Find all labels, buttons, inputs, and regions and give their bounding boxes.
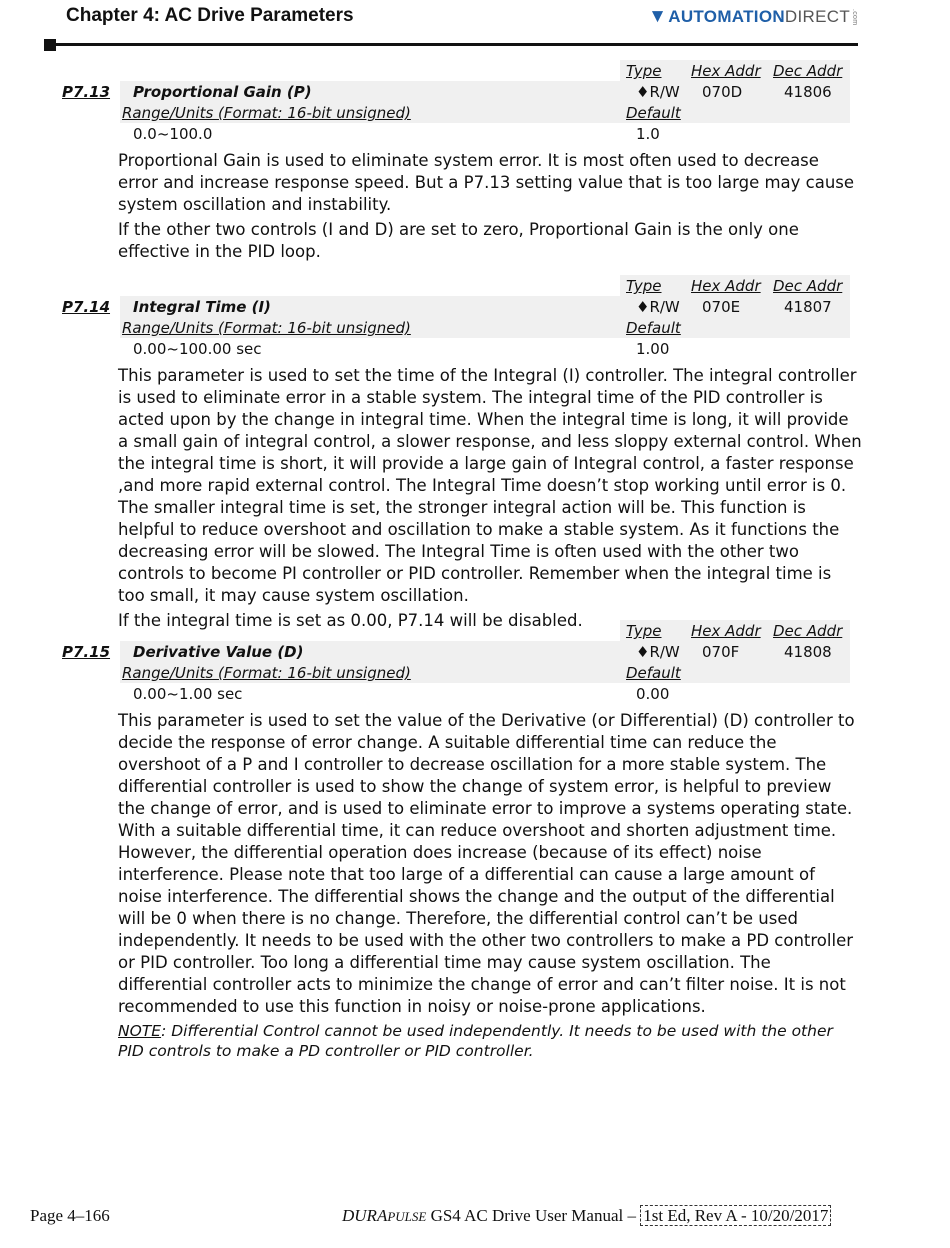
param-hex-addr: 070F: [702, 643, 740, 661]
param-default: 1.00: [636, 340, 670, 358]
logo-text-automation: AUTOMATION: [668, 7, 785, 26]
edition-box: 1st Ed, Rev A - 10/20/2017: [640, 1205, 831, 1226]
param-range: 0.0~100.0: [133, 125, 213, 143]
col-hex-label: Hex Addr: [691, 62, 761, 80]
page-number: Page 4–166: [30, 1206, 110, 1225]
param-table-p7-14: [62, 275, 852, 359]
param-type: ♦R/W: [636, 298, 680, 316]
paragraph: If the integral time is set as 0.00, P7.14 will be disabled.: [118, 611, 583, 630]
description-p7-15: [118, 710, 863, 1064]
param-dec-addr: 41808: [784, 643, 832, 661]
note: [118, 1021, 863, 1061]
paragraph: This parameter is used to set the time of the Integral (I) controller. The integral controller is used to eliminate error in a stable system. The integral time of the PID controller is acted upon by the change in integral time. When the integral time is long, it will provide a small gain of integral control, a slower response, and less sloppy external control. When the integral time is short, it will provide a large gain of Integral control, a faster response ,and more rapid external control. The Integral Time doesn’t stop working until error is 0. The smaller integral time is set, the stronger integral action will be. This function is helpful to reduce overshoot and oscillation to make a stable system. As it functions the decreasing error will be slowed. The Integral Time is often used with the other two controls to become PI controller or PID controller. Remember when the integral time is too small, it may cause system oscillation.: [118, 366, 862, 605]
manual-title: GS4 AC Drive User Manual –: [426, 1206, 641, 1225]
param-type: ♦R/W: [636, 83, 680, 101]
param-range: 0.00~1.00 sec: [133, 685, 243, 703]
param-type: ♦R/W: [636, 643, 680, 661]
col-type-label: Type: [626, 62, 662, 80]
description-p7-13: [118, 150, 863, 266]
param-dec-addr: 41807: [784, 298, 832, 316]
param-default: 0.00: [636, 685, 670, 703]
param-name: Derivative Value (D): [133, 643, 304, 661]
param-id: P7.14: [62, 298, 111, 316]
param-name: Integral Time (I): [133, 298, 271, 316]
range-units-label: Range/Units (Format: 16-bit unsigned): [122, 319, 411, 337]
col-type-label: Type: [626, 622, 662, 640]
col-hex-label: Hex Addr: [691, 622, 761, 640]
col-dec-label: Dec Addr: [773, 622, 843, 640]
param-range: 0.00~100.00 sec: [133, 340, 262, 358]
col-hex-label: Hex Addr: [691, 277, 761, 295]
range-units-label: Range/Units (Format: 16-bit unsigned): [122, 664, 411, 682]
manual-pulse: PULSE: [387, 1209, 427, 1224]
param-hex-addr: 070E: [702, 298, 741, 316]
col-dec-label: Dec Addr: [773, 277, 843, 295]
param-name: Proportional Gain (P): [133, 83, 312, 101]
param-id: P7.15: [62, 643, 111, 661]
chapter-title: Chapter 4: AC Drive Parameters: [66, 5, 354, 26]
logo-text-com: .com: [851, 8, 858, 26]
param-table-p7-15: [62, 620, 852, 704]
range-units-label: Range/Units (Format: 16-bit unsigned): [122, 104, 411, 122]
description-p7-14: [118, 365, 863, 635]
note-label: NOTE: [118, 1022, 162, 1040]
default-label: Default: [626, 104, 681, 122]
param-hex-addr: 070D: [702, 83, 743, 101]
paragraph: This parameter is used to set the value of the Derivative (or Differential) (D) controller to decide the response of error change. A suitable differential time can reduce the overshoot of a P and I controller to decrease oscillation for a more stable system. The differential controller is used to show the change of system error, is helpful to preview the change of error, and is used to eliminate error to improve a systems operating state. With a suitable differential time, it can reduce overshoot and shorten adjustment time. However, the differential operation does increase (because of its effect) noise interference. Please note that too large of a differential can cause a large amount of noise interference. The differential shows the change and the output of the differential will be 0 when there is no change. Therefore, the differential control can’t be used independently. It needs to be used with the other two controllers to make a PD controller or PID controller. Too long a differential time may cause system oscillation. The differential controller acts to minimize the change of error and can’t filter noise. It is not recommended to use this function in noisy or noise-prone applications.: [118, 711, 855, 1016]
header-rule: [48, 43, 858, 46]
note-text: : Differential Control cannot be used independently. It needs to be used with the other PID controls to make a PD controller or PID controller.: [118, 1022, 833, 1060]
param-table-p7-13: [62, 60, 852, 144]
paragraph: Proportional Gain is used to eliminate system error. It is most often used to decrease error and increase response speed. But a P7.13 setting value that is too large may cause system oscillation and instability.: [118, 151, 855, 214]
automationdirect-logo: [648, 6, 858, 28]
default-label: Default: [626, 664, 681, 682]
paragraph: If the other two controls (I and D) are set to zero, Proportional Gain is the only one effective in the PID loop.: [118, 220, 799, 261]
param-dec-addr: 41806: [784, 83, 832, 101]
manual-footer: [342, 1206, 831, 1226]
manual-dura: DURA: [342, 1206, 388, 1225]
col-dec-label: Dec Addr: [773, 62, 843, 80]
logo-text-direct: DIRECT: [784, 7, 850, 26]
logo-v-icon: ▼: [648, 6, 668, 27]
default-label: Default: [626, 319, 681, 337]
param-id: P7.13: [62, 83, 111, 101]
col-type-label: Type: [626, 277, 662, 295]
param-default: 1.0: [636, 125, 660, 143]
